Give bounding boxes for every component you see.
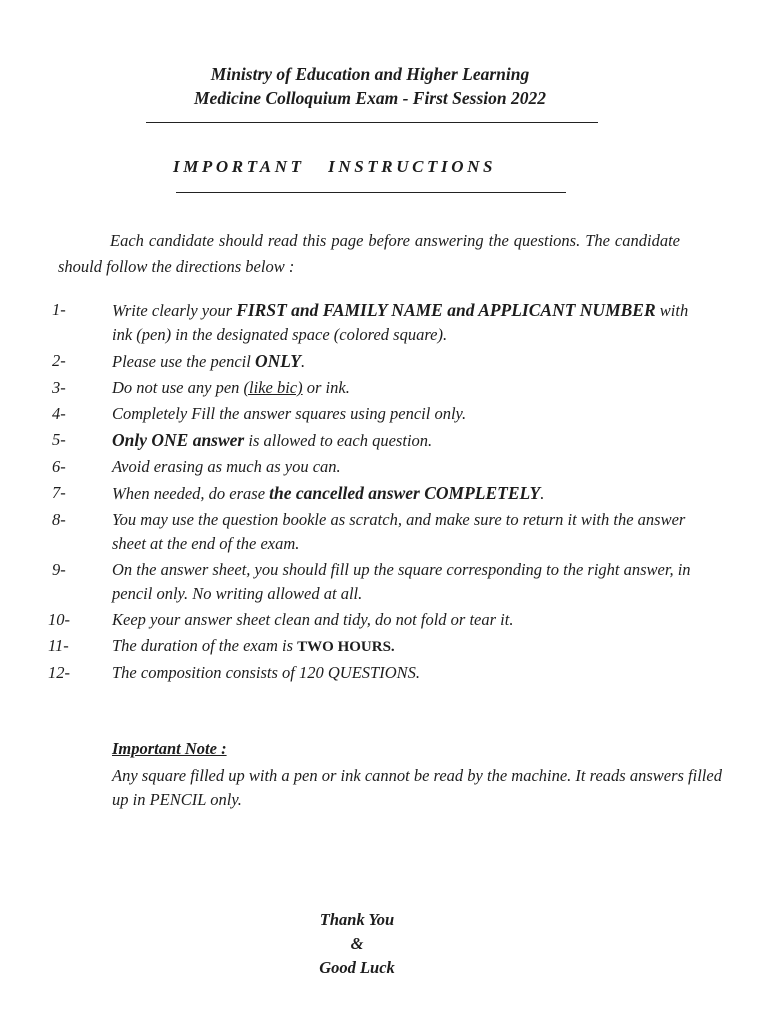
- item-number: 8-: [52, 510, 66, 529]
- good-luck-text: Good Luck: [319, 958, 395, 977]
- item-number: 4-: [52, 404, 66, 423]
- item-underline: (like bic): [243, 378, 303, 397]
- item-emphasis: the cancelled answer COMPLETELY: [269, 483, 541, 503]
- item-text: When needed, do erase: [112, 484, 270, 503]
- item-text: Please use the pencil: [112, 352, 255, 371]
- item-text: .: [540, 484, 545, 503]
- item-text: .: [300, 352, 306, 371]
- list-item: [48, 298, 698, 347]
- item-text: Do not use any pen: [112, 378, 244, 397]
- item-number: 10-: [48, 610, 70, 629]
- item-text: is allowed to each question.: [244, 431, 433, 450]
- item-number: 12-: [48, 663, 70, 682]
- list-item: [48, 481, 698, 506]
- list-item: [48, 428, 698, 453]
- note-text: Any square filled up with a pen or ink cannot be read by the machine. It reads answers filled up in PENCIL only.: [112, 766, 722, 809]
- ministry-name: Ministry of Education and Higher Learning: [210, 64, 530, 84]
- item-emphasis: TWO HOURS.: [297, 639, 395, 655]
- intro-paragraph: Each candidate should read this page before answering the questions. The candidate should follow the directions below :: [58, 231, 680, 276]
- list-item: [48, 608, 698, 632]
- list-item: [48, 349, 698, 374]
- item-text: or ink.: [302, 378, 350, 397]
- list-item: [48, 634, 698, 659]
- header-divider: [146, 122, 598, 123]
- item-text: Keep your answer sheet clean and tidy, do not fold or tear it.: [112, 610, 514, 629]
- item-text: with ink (pen) in the designated space (colored square).: [112, 301, 689, 344]
- item-number: 7-: [52, 483, 66, 502]
- list-item: [48, 455, 698, 479]
- title-divider: [176, 192, 566, 193]
- item-number: 3-: [52, 378, 66, 397]
- item-number: 5-: [52, 430, 66, 449]
- item-number: 11-: [48, 636, 69, 655]
- note-heading: Important Note :: [112, 739, 227, 758]
- item-text: Write clearly your: [112, 301, 237, 320]
- list-item: [48, 558, 698, 606]
- document-header: [0, 62, 740, 110]
- exam-session: Medicine Colloquium Exam - First Session 2022: [194, 88, 546, 108]
- instructions-list: [48, 298, 698, 687]
- item-text: On the answer sheet, you should fill up the square corresponding to the right answer, in pencil only. No writing allowed at all.: [112, 560, 691, 603]
- list-item: [48, 376, 698, 400]
- list-item: [48, 661, 698, 685]
- item-text: The composition consists of 120 QUESTIONS.: [112, 663, 421, 682]
- item-text: Completely Fill the answer squares using pencil only.: [112, 404, 467, 423]
- closing-message: [0, 908, 714, 980]
- item-emphasis: FIRST and FAMILY NAME and APPLICANT NUMBER: [236, 300, 656, 320]
- page-title: IMPORTANT INSTRUCTIONS: [173, 157, 497, 176]
- item-text: Avoid erasing as much as you can.: [112, 457, 341, 476]
- item-text: The duration of the exam is: [112, 636, 298, 655]
- item-emphasis: ONLY: [254, 351, 301, 371]
- list-item: [48, 402, 698, 426]
- item-number: 1-: [52, 300, 66, 319]
- thank-you-text: Thank You: [319, 910, 395, 929]
- ampersand-text: &: [350, 934, 364, 953]
- list-item: [48, 508, 698, 556]
- item-number: 6-: [52, 457, 66, 476]
- item-emphasis: Only ONE answer: [112, 430, 245, 450]
- item-number: 9-: [52, 560, 66, 579]
- item-number: 2-: [52, 351, 66, 370]
- item-text: You may use the question bookle as scratch, and make sure to return it with the answer sheet at the end of the exam.: [112, 510, 686, 553]
